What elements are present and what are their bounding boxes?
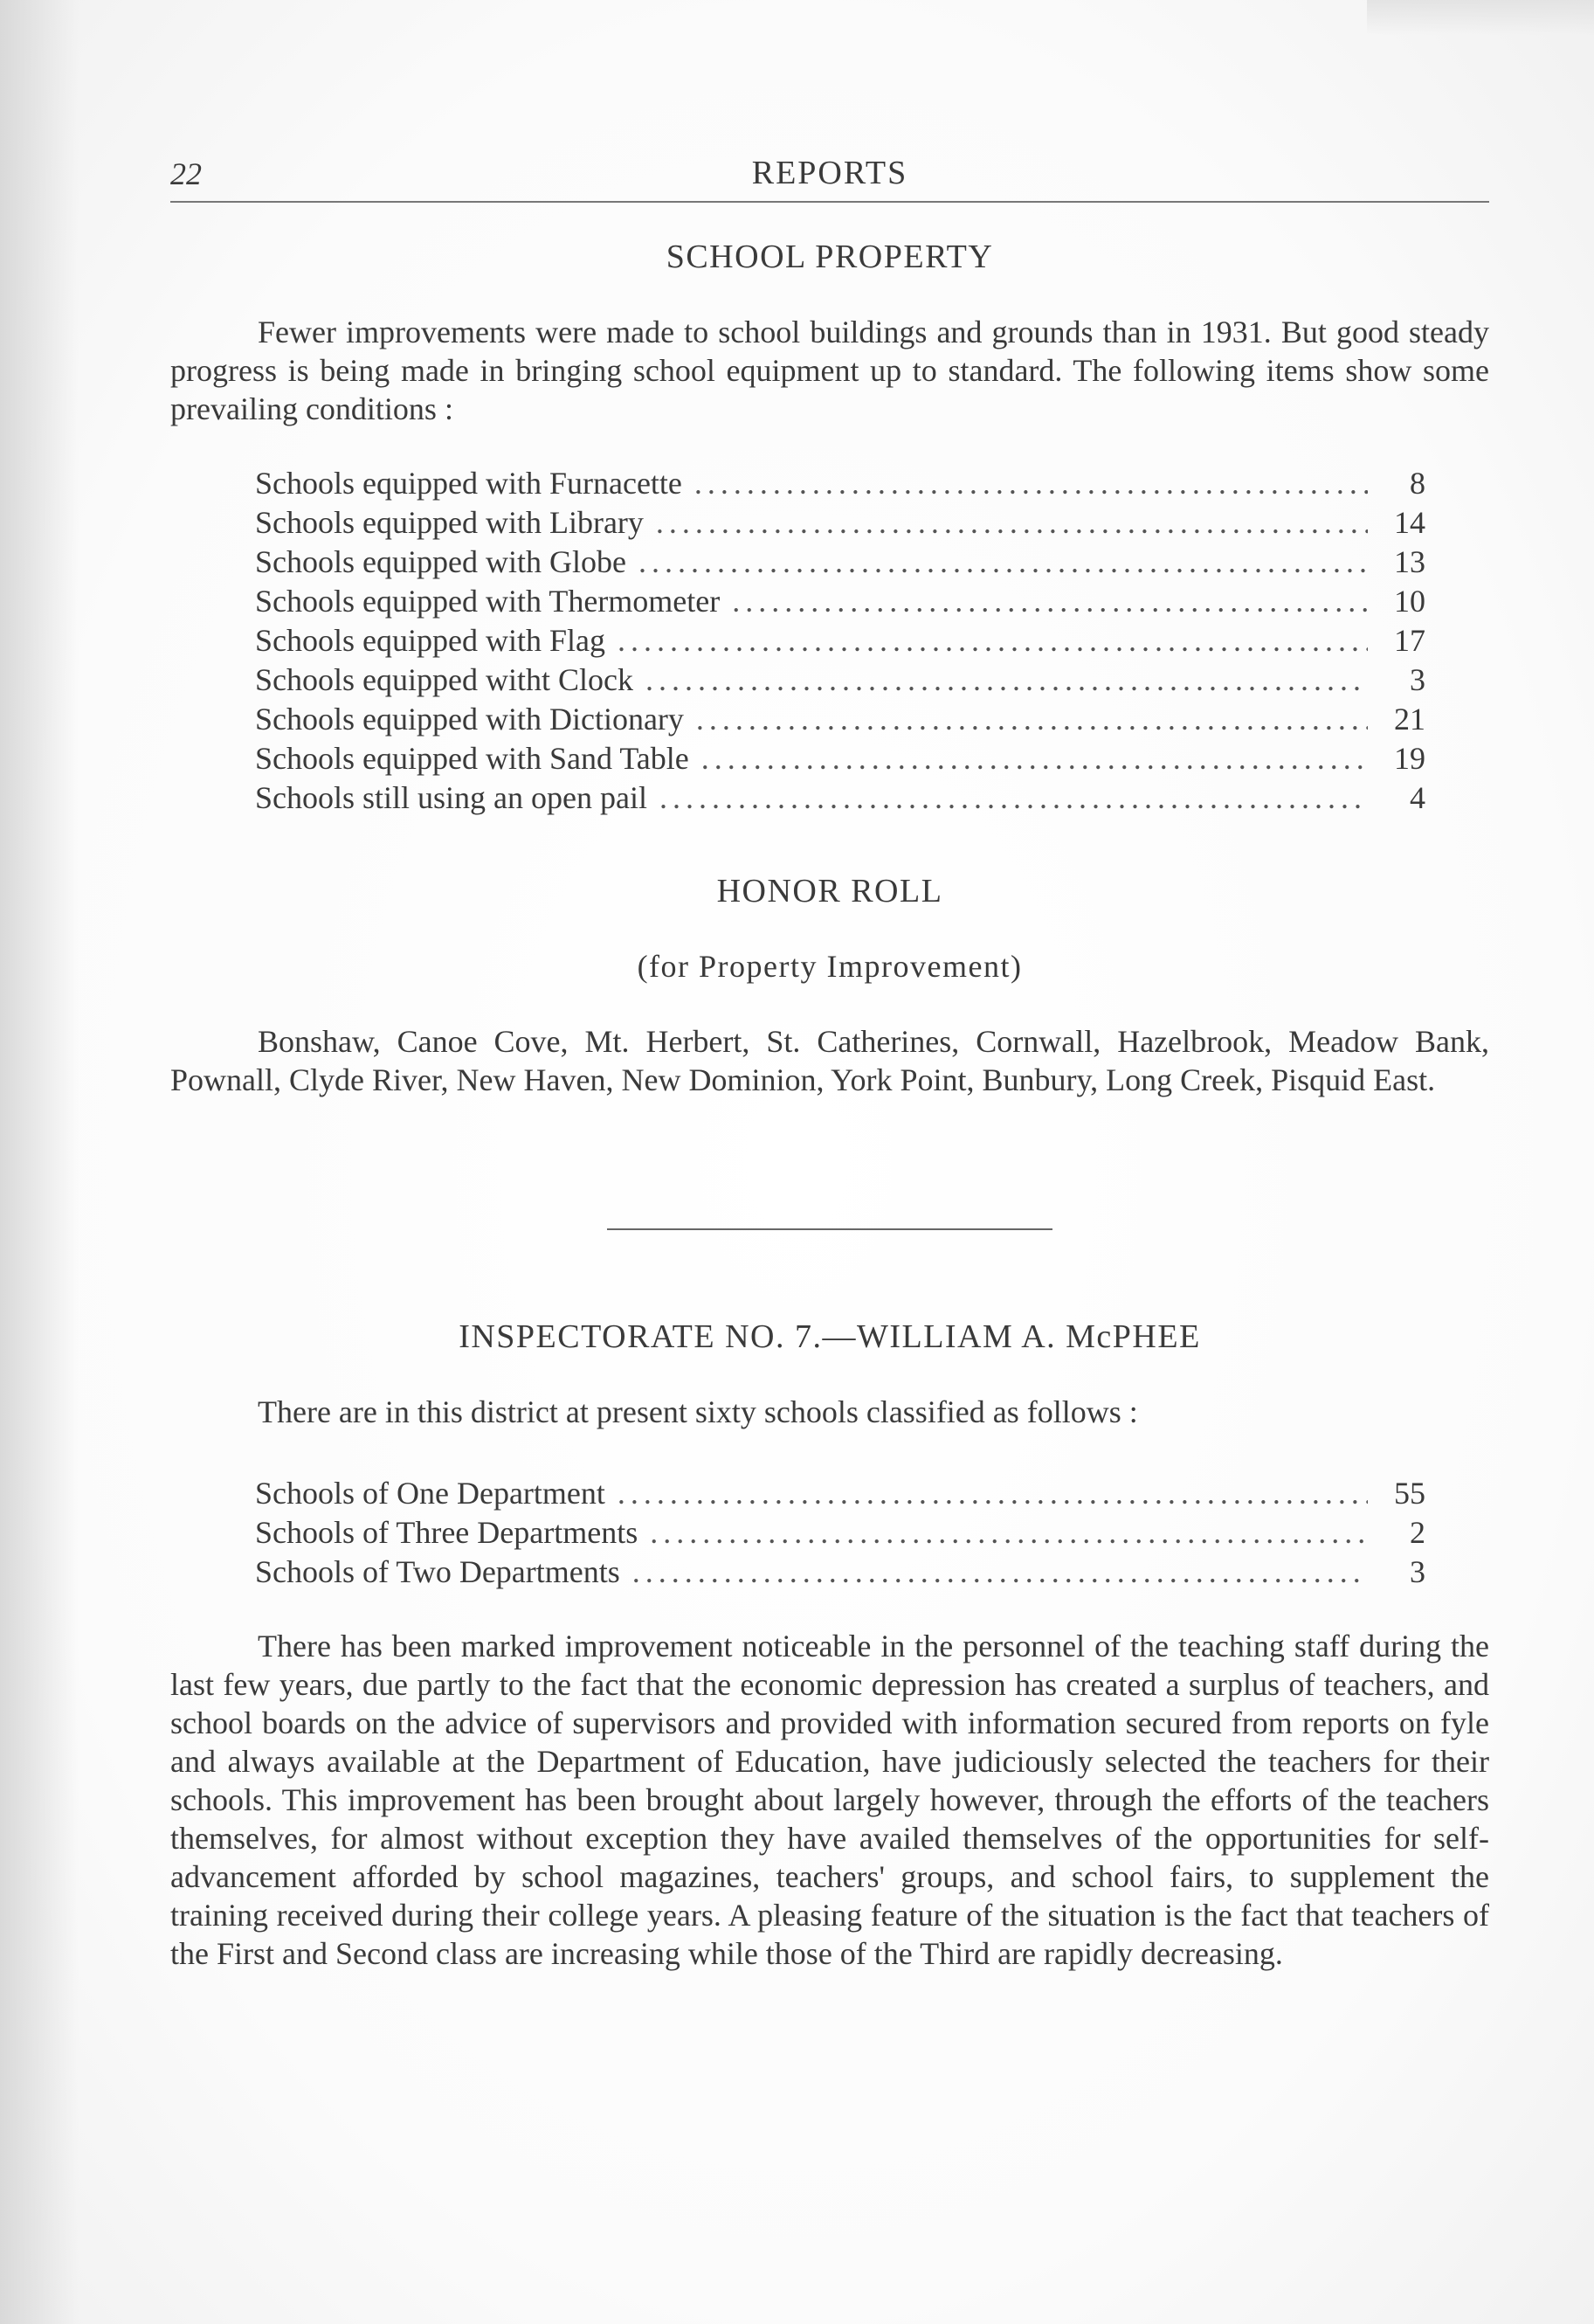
list-item xyxy=(255,779,1425,819)
item-count: 4 xyxy=(1410,780,1425,815)
list-item xyxy=(255,622,1425,661)
dot-leader xyxy=(659,779,1368,816)
dot-leader xyxy=(638,543,1368,580)
item-count: 13 xyxy=(1394,544,1425,579)
dot-leader xyxy=(656,504,1368,541)
item-label: Schools equipped with Library xyxy=(255,505,644,540)
item-count: 14 xyxy=(1394,505,1425,540)
inspectorate-body: There has been marked improvement noticeable in the personnel of the teaching staff during the last few years, due partly to the fact that the economic depression has created a surplus of teachers, and school boards on the advice of supervisors and provided with information secured from reports on fyle and always available at the Department of Education, have judiciously selected the teachers for their schools. This improvement has been brought about largely however, through the efforts of the teachers themselves, for almost without exception they have availed themselves of the opportunities for self-advancement afforded by school magazines, teachers' groups, and school fairs, to supplement the training received during their college years. A pleasing feature of the situation is the fact that teachers of the First and Second class are increasing while those of the Third are rapidly decreasing. xyxy=(170,1629,1489,1971)
page-number: 22 xyxy=(170,156,202,191)
page-header xyxy=(170,149,1489,203)
page-corner-shadow xyxy=(1367,0,1594,35)
list-item xyxy=(255,740,1425,779)
honor-roll-schools: Bonshaw, Canoe Cove, Mt. Herbert, St. Catherines, Cornwall, Hazelbrook, Meadow Bank, Pownall, Clyde River, New Haven, New Dominion, York Point, Bunbury, Long Creek, Pisquid East. xyxy=(170,1024,1489,1097)
list-item xyxy=(255,504,1425,543)
running-head: REPORTS xyxy=(751,155,908,191)
item-count: 19 xyxy=(1394,741,1425,776)
dot-leader xyxy=(645,661,1368,698)
dot-leader xyxy=(618,622,1368,659)
dot-leader xyxy=(701,740,1368,777)
item-label: Schools equipped with Thermometer xyxy=(255,584,721,619)
item-label: Schools of Two Departments xyxy=(255,1554,620,1589)
honor-roll-heading: HONOR ROLL xyxy=(716,873,943,910)
dot-leader xyxy=(732,583,1368,619)
item-count: 3 xyxy=(1410,662,1425,697)
dot-leader xyxy=(696,701,1368,737)
honor-roll-subheading: (for Property Improvement) xyxy=(637,949,1023,984)
list-item xyxy=(255,661,1425,701)
list-item xyxy=(255,465,1425,504)
list-item xyxy=(255,543,1425,583)
item-count: 10 xyxy=(1394,584,1425,619)
school-property-heading: SCHOOL PROPERTY xyxy=(666,239,994,275)
item-count: 3 xyxy=(1410,1554,1425,1589)
item-label: Schools equipped with Dictionary xyxy=(255,702,684,737)
dot-leader xyxy=(632,1553,1368,1590)
page-edge-shadow xyxy=(0,0,79,2324)
item-count: 8 xyxy=(1410,466,1425,501)
list-item xyxy=(255,1514,1425,1553)
item-count: 55 xyxy=(1394,1476,1425,1511)
item-label: Schools of Three Departments xyxy=(255,1515,638,1550)
item-label: Schools still using an open pail xyxy=(255,780,647,815)
dot-leader xyxy=(650,1514,1368,1551)
item-label: Schools equipped with Furnacette xyxy=(255,466,682,501)
item-label: Schools of One Department xyxy=(255,1476,605,1511)
section-divider xyxy=(607,1228,1052,1230)
item-label: Schools equipped witht Clock xyxy=(255,662,633,697)
item-label: Schools equipped with Flag xyxy=(255,623,605,658)
inspectorate-intro: There are in this district at present sixty schools classified as follows : xyxy=(258,1394,1138,1429)
item-count: 2 xyxy=(1410,1515,1425,1550)
item-label: Schools equipped with Sand Table xyxy=(255,741,689,776)
departments-list xyxy=(255,1475,1425,1593)
list-item xyxy=(255,1553,1425,1593)
item-count: 21 xyxy=(1394,702,1425,737)
inspectorate-heading: INSPECTORATE NO. 7.—WILLIAM A. McPHEE xyxy=(459,1318,1201,1355)
list-item xyxy=(255,583,1425,622)
item-count: 17 xyxy=(1394,623,1425,658)
school-property-intro: Fewer improvements were made to school buildings and grounds than in 1931. But good steady progress is being made in bringing school equipment up to standard. The following items show some prevailing conditions : xyxy=(170,315,1489,426)
list-item xyxy=(255,1475,1425,1514)
equipment-list xyxy=(255,465,1425,819)
list-item xyxy=(255,701,1425,740)
dot-leader xyxy=(694,465,1368,501)
dot-leader xyxy=(618,1475,1368,1511)
item-label: Schools equipped with Globe xyxy=(255,544,626,579)
